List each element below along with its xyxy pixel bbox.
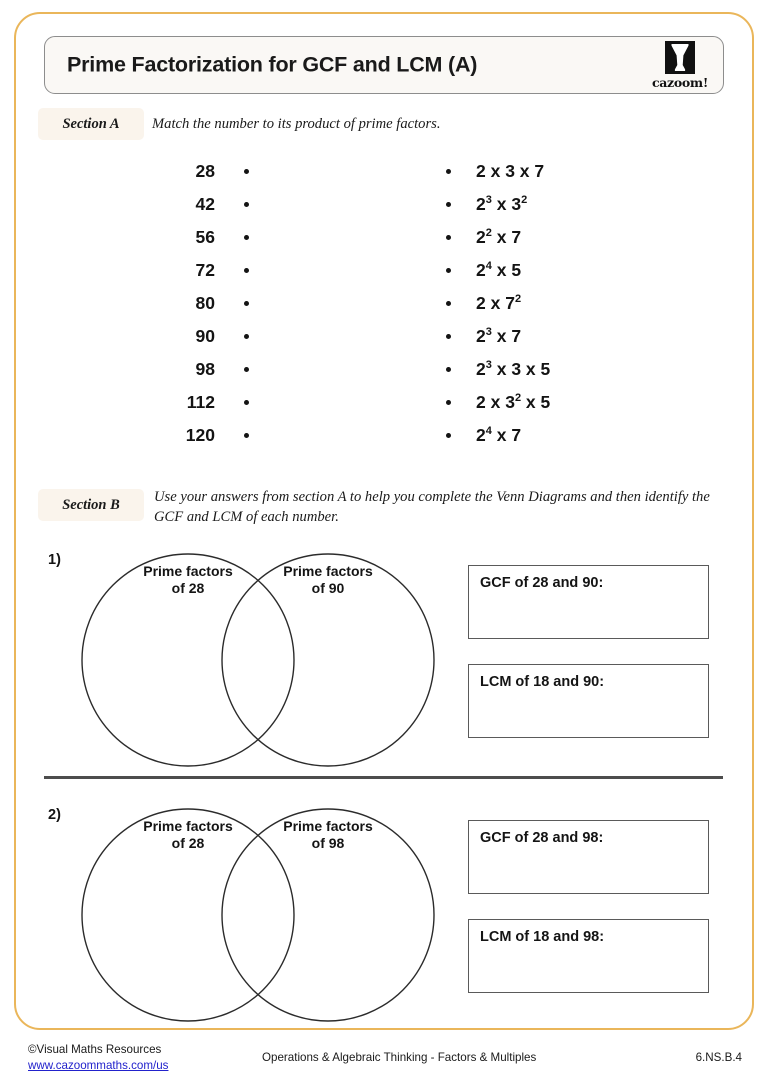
page-title: Prime Factorization for GCF and LCM (A) (67, 52, 478, 77)
gcf-answer-label-1: GCF of 28 and 90: (480, 575, 604, 591)
match-dot-right[interactable] (446, 268, 451, 273)
cazoom-glass-icon (665, 41, 695, 74)
venn-1-left-line1: Prime factors (143, 563, 233, 579)
section-a-badge: Section A (38, 108, 144, 140)
venn-2-right-line2: of 98 (311, 834, 345, 851)
match-dot-right[interactable] (446, 400, 451, 405)
section-a-instruction: Match the number to its product of prime factors. (152, 116, 441, 132)
lcm-answer-label-2: LCM of 18 and 98: (480, 929, 605, 945)
match-dot-left[interactable] (244, 169, 249, 174)
venn-1-left-label (113, 563, 263, 596)
match-number: 98 (195, 359, 215, 379)
lcm-answer-box-1[interactable] (468, 664, 709, 738)
match-factorization: $2^2$ x 7 (476, 227, 522, 247)
match-dot-left[interactable] (244, 268, 249, 273)
gcf-answer-box-1[interactable] (468, 565, 709, 639)
worksheet-title-box (44, 36, 724, 94)
match-factorization: $2^4$ x 5 (476, 260, 522, 280)
venn-2-left-line1: Prime factors (143, 818, 233, 834)
match-dot-left[interactable] (244, 334, 249, 339)
section-b-instruction: Use your answers from section A to help you complete the Venn Diagrams and then identify the GCF and LCM of each number. (154, 489, 710, 526)
match-dot-right[interactable] (446, 367, 451, 372)
question-1-number: 1) (48, 552, 61, 568)
question-2-number: 2) (48, 807, 61, 823)
cazoom-wordmark: cazoom! (651, 75, 709, 90)
match-dot-left[interactable] (244, 301, 249, 306)
match-number: 112 (186, 392, 215, 412)
venn-2-right-label (253, 818, 403, 851)
match-number: 28 (195, 161, 215, 181)
match-factorization: 2 x $7^2$ (476, 293, 522, 313)
venn-2-left-label (113, 818, 263, 851)
page-footer (0, 1042, 768, 1082)
footer-copyright: ©Visual Maths Resources (28, 1043, 162, 1056)
venn-1-right-line1: Prime factors (283, 563, 373, 579)
match-number: 90 (195, 326, 215, 346)
match-number: 72 (195, 260, 215, 280)
match-dot-right[interactable] (446, 301, 451, 306)
footer-copyright-block (28, 1042, 168, 1073)
venn-1-right-label (253, 563, 403, 596)
gcf-answer-label-2: GCF of 28 and 98: (480, 830, 604, 846)
match-dot-right[interactable] (446, 433, 451, 438)
match-row (0, 358, 768, 391)
match-dot-left[interactable] (244, 367, 249, 372)
lcm-answer-box-2[interactable] (468, 919, 709, 993)
question-divider (44, 776, 723, 779)
match-dot-right[interactable] (446, 169, 451, 174)
match-number: 42 (195, 194, 215, 214)
match-factorization: $2^3$ x $3^2$ (476, 194, 528, 214)
match-row (0, 259, 768, 292)
match-dot-left[interactable] (244, 400, 249, 405)
lcm-answer-label-1: LCM of 18 and 90: (480, 674, 605, 690)
glass-shape (672, 44, 689, 71)
match-row (0, 292, 768, 325)
match-row (0, 193, 768, 226)
match-dot-left[interactable] (244, 235, 249, 240)
match-dot-left[interactable] (244, 433, 249, 438)
match-factorization: 2 x 3 x 7 (476, 161, 545, 181)
venn-2-left-line2: of 28 (171, 834, 205, 851)
match-dot-right[interactable] (446, 202, 451, 207)
cazoom-logo (651, 41, 709, 89)
match-factorization: 2 x $3^2$ x 5 (476, 392, 551, 412)
match-factorization: $2^3$ x 3 x 5 (476, 359, 551, 379)
match-factorization: $2^3$ x 7 (476, 326, 522, 346)
venn-1-left-line2: of 28 (171, 579, 205, 596)
venn-1-right-line2: of 90 (311, 579, 345, 596)
match-row (0, 160, 768, 193)
venn-2-right-line1: Prime factors (283, 818, 373, 834)
footer-website-link[interactable]: www.cazoommaths.com/us (28, 1058, 169, 1072)
gcf-answer-box-2[interactable] (468, 820, 709, 894)
match-row (0, 325, 768, 358)
matching-exercise (0, 160, 768, 457)
match-factorization: $2^4$ x 7 (476, 425, 522, 445)
match-row (0, 391, 768, 424)
match-dot-left[interactable] (244, 202, 249, 207)
match-number: 80 (195, 293, 215, 313)
section-b-badge: Section B (38, 489, 144, 521)
match-row (0, 424, 768, 457)
match-dot-right[interactable] (446, 334, 451, 339)
footer-topic: Operations & Algebraic Thinking - Factors & Multiples (262, 1051, 537, 1064)
match-row (0, 226, 768, 259)
match-dot-right[interactable] (446, 235, 451, 240)
match-number: 56 (195, 227, 215, 247)
footer-standard-code: 6.NS.B.4 (695, 1051, 742, 1064)
match-number: 120 (185, 425, 215, 445)
